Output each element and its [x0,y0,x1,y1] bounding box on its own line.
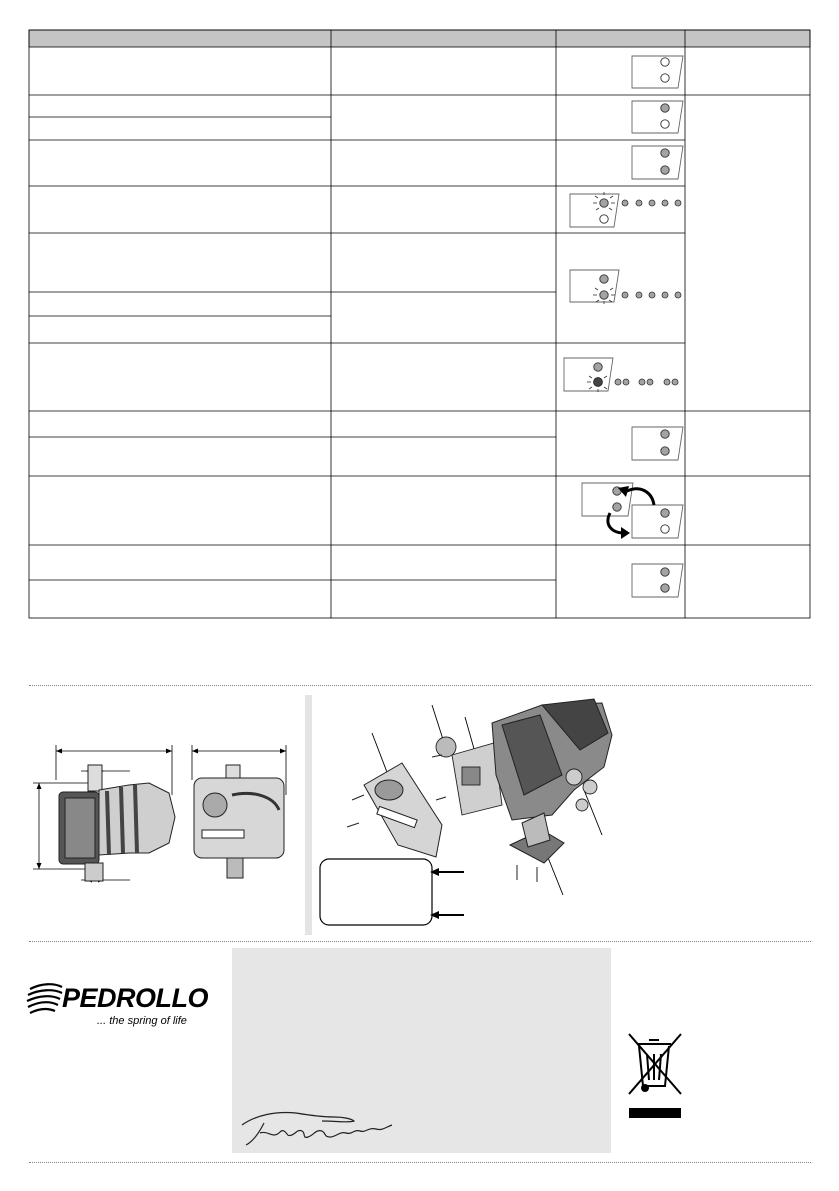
led-panel-bottom-blinking [570,270,681,304]
led-panel-top-blinking [570,192,681,227]
led-panel-alternating [582,483,683,539]
led-panel-both-on-2 [632,427,683,460]
led-panel-bottom-blinking-slow [564,358,678,392]
separator [29,1162,811,1163]
brand-name: PEDROLLO [62,983,209,1013]
dimensions-drawing [29,735,299,890]
signature [236,1105,396,1150]
separator [29,685,811,686]
table-header-row [29,30,810,47]
separator [29,941,811,942]
brand-logo [22,975,222,1035]
led-panel-both-on [632,146,683,179]
led-panel-both-on-3 [632,564,683,597]
led-panel-both-off [632,56,683,88]
logo-emblem-icon [27,984,62,1013]
weee-bin-icon [625,1030,685,1122]
brand-tagline: ... the spring of life [97,1015,187,1027]
section-divider [305,695,312,935]
exploded-view-drawing [312,695,622,935]
led-panel-top-on [632,101,683,133]
